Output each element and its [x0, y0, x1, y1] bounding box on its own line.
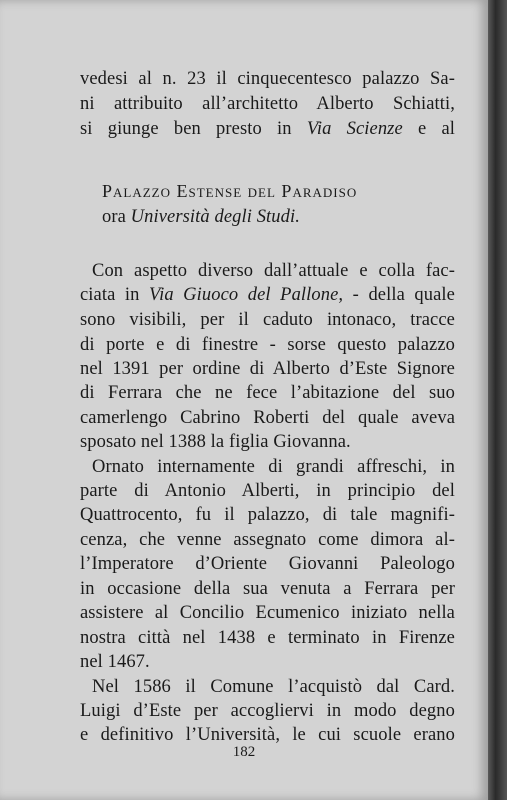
book-spine [488, 0, 507, 800]
line-text: cenza, che venne assegnato come dimora al- [80, 530, 455, 550]
line-text: l’Imperatore d’Oriente Giovanni Paleologo [80, 554, 455, 574]
text-line [80, 480, 455, 502]
line-text: di Ferrara che ne fece l’abitazione del suo [80, 383, 455, 403]
line-italic-text: Università degli Studi. [130, 207, 300, 227]
line-text: nostra città nel 1438 e terminato in Firenze [80, 628, 455, 648]
line-text: Nel 1586 il Comune l’acquistò dal Card. [92, 677, 455, 697]
line-text: Con aspetto diverso dall’attuale e colla fac- [92, 261, 455, 281]
line-text: sposato nel 1388 la figlia Giovanna. [80, 432, 351, 452]
line-text: si giunge ben presto in [80, 119, 307, 139]
line-text: Palazzo Estense del Paradiso [102, 181, 358, 201]
text-line [80, 382, 455, 404]
text-line [80, 284, 455, 306]
line-trailing-text: - della quale [343, 285, 455, 305]
text-line [80, 724, 455, 746]
line-italic-text: Via Giuoco del Pallone, [149, 285, 344, 305]
text-line [80, 651, 455, 673]
text-line [80, 407, 455, 429]
line-text: parte di Antonio Alberti, in principio del [80, 481, 455, 501]
line-text: nel 1391 per ordine di Alberto d’Este Signore [80, 359, 455, 379]
text-line [80, 358, 455, 380]
line-text: sono visibili, per il caduto intonaco, tracce [80, 310, 455, 330]
text-line [80, 504, 455, 526]
text-line [92, 260, 455, 282]
line-text: ciata in [80, 285, 150, 305]
line-text: Ornato internamente di grandi affreschi, in [92, 457, 455, 477]
text-line [80, 309, 455, 331]
line-text: ni attribuito all’architetto Alberto Schiatti, [80, 94, 455, 114]
line-text: in occasione della sua venuta a Ferrara per [80, 579, 455, 599]
line-text: Luigi d’Este per accogliervi in modo degno [80, 701, 455, 721]
text-line [80, 700, 455, 722]
line-text: Quattrocento, fu il palazzo, di tale magnifi- [80, 505, 455, 525]
text-line [80, 553, 455, 575]
text-line [80, 334, 455, 356]
line-text: di porte e di finestre - sorse questo palazzo [80, 335, 455, 355]
line-text: camerlengo Cabrino Roberti del quale aveva [80, 408, 455, 428]
line-text: ora [102, 207, 131, 227]
text-line [80, 431, 455, 453]
page-number: 182 [232, 744, 256, 760]
line-text: assistere al Concilio Ecumenico iniziato nella [80, 603, 455, 623]
text-line [80, 93, 455, 115]
text-line [92, 456, 455, 478]
line-text: e definitivo l’Università, le cui scuole erano [80, 725, 455, 745]
section-heading [102, 180, 442, 202]
line-text: vedesi al n. 23 il cinquecentesco palazzo Sa- [80, 69, 455, 89]
line-italic-text: Via Scienze [306, 119, 403, 139]
text-line [80, 68, 455, 90]
line-text: nel 1467. [80, 652, 150, 672]
text-line [80, 118, 455, 140]
text-line [80, 529, 455, 551]
text-line [92, 676, 455, 698]
text-line [80, 627, 455, 649]
text-line [80, 602, 455, 624]
text-line [80, 578, 455, 600]
line-trailing-text: e al [402, 119, 456, 139]
section-subheading [102, 206, 442, 228]
